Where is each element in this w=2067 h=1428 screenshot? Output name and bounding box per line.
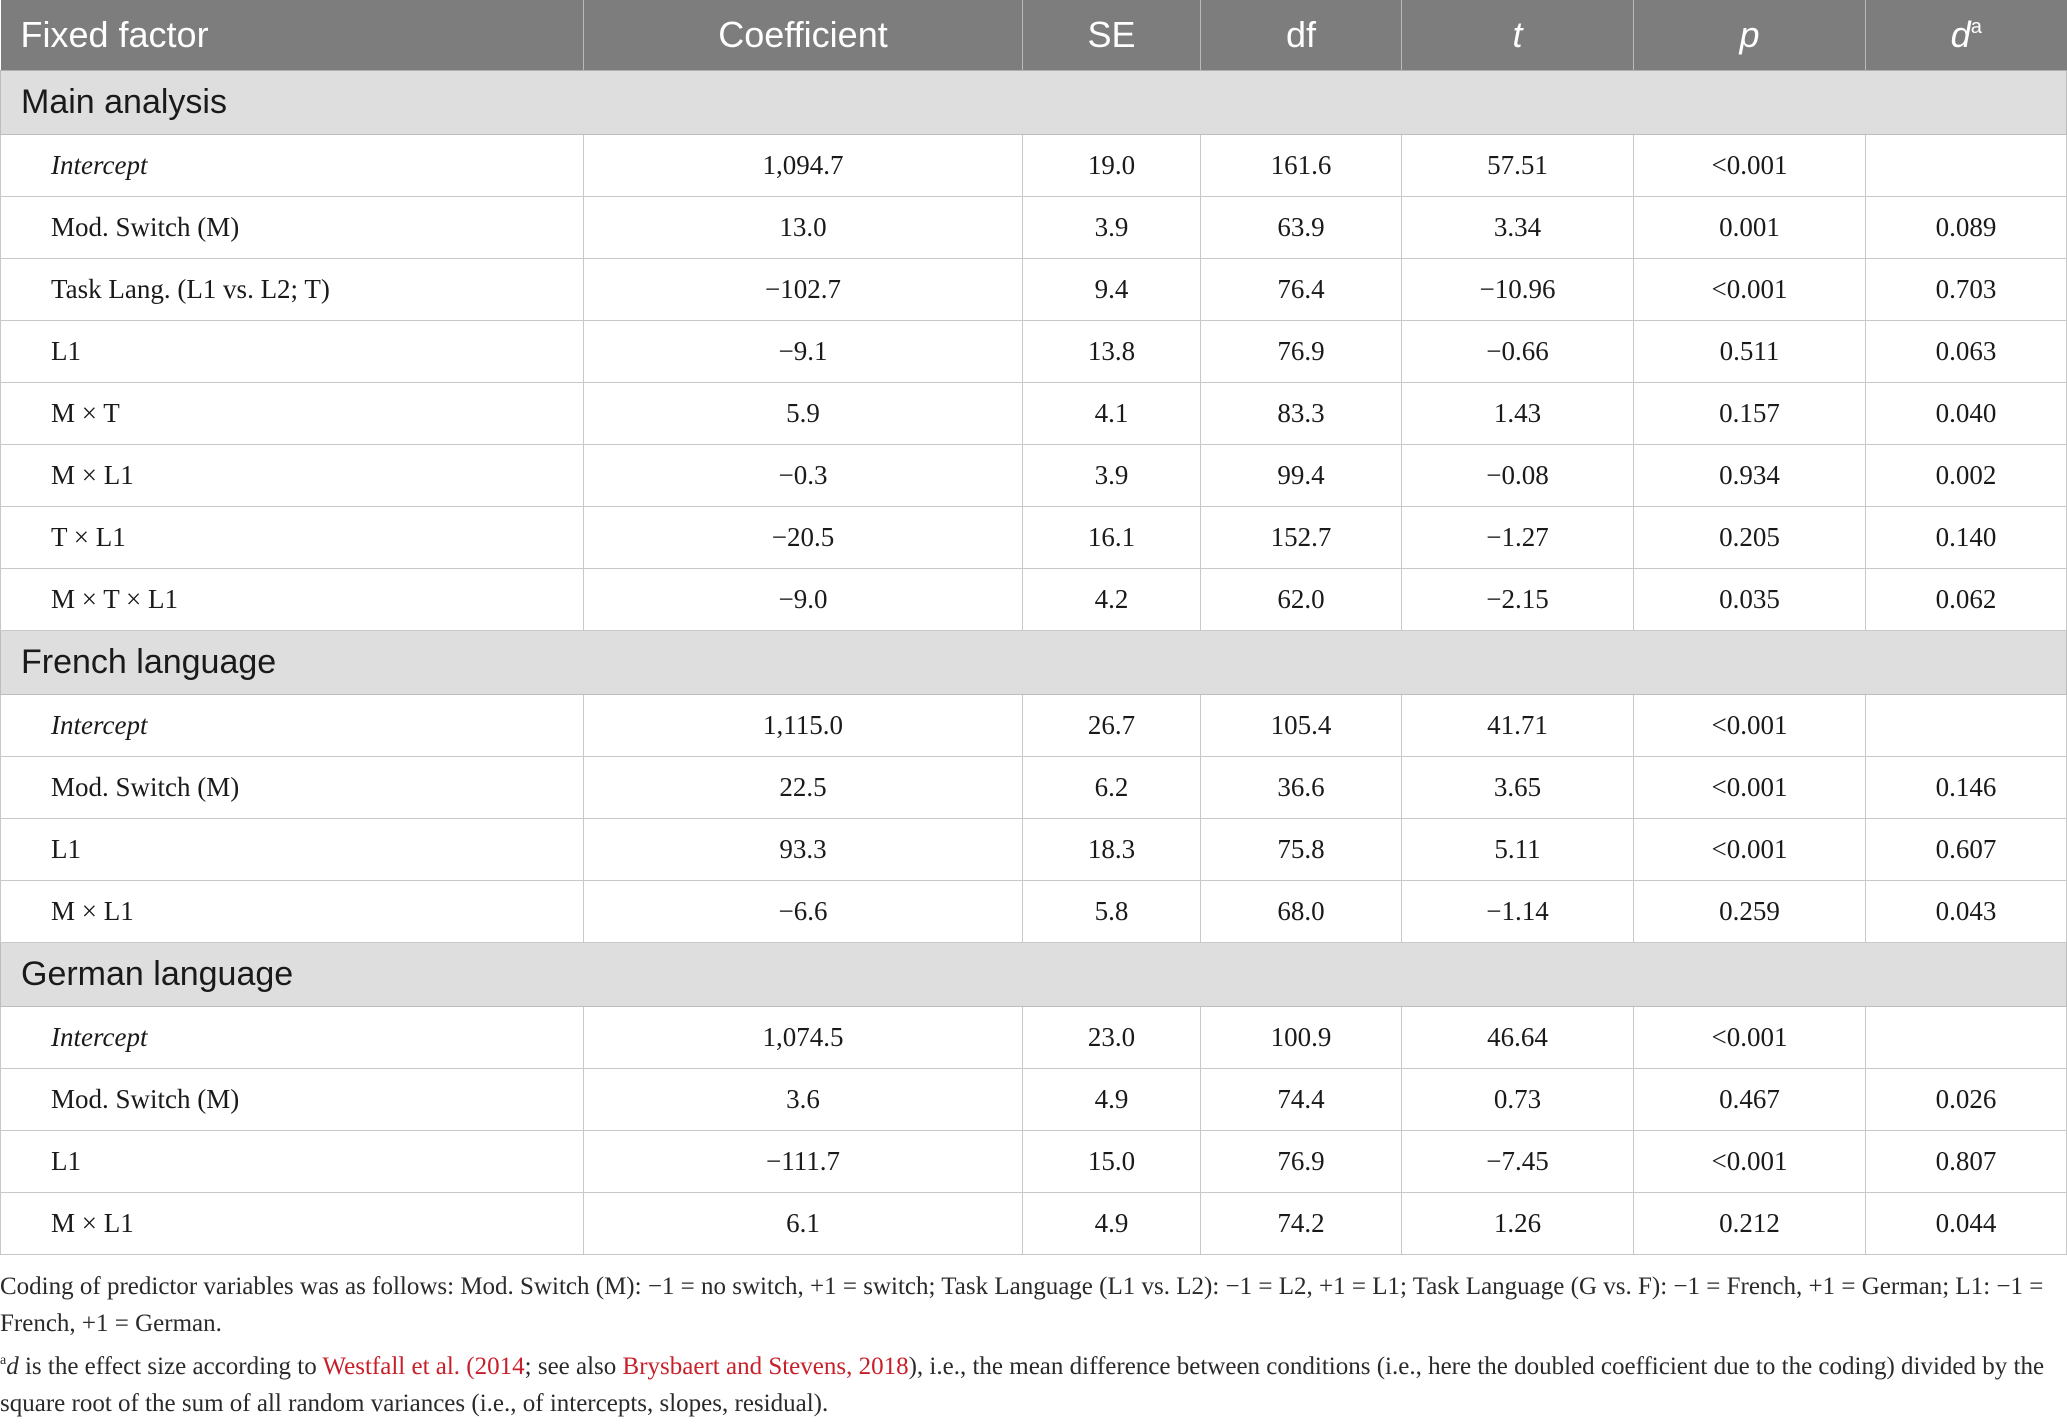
p-cell: 0.934 <box>1634 445 1866 507</box>
fixed-factor-cell: L1 <box>1 1131 584 1193</box>
fixed-factor-cell: L1 <box>1 321 584 383</box>
coefficient-cell: −20.5 <box>584 507 1023 569</box>
fixed-factor-cell: T × L1 <box>1 507 584 569</box>
table-row <box>1 383 2067 445</box>
t-cell: −0.66 <box>1402 321 1634 383</box>
table-row <box>1 1131 2067 1193</box>
table-row <box>1 819 2067 881</box>
effect-size-cell: 0.703 <box>1866 259 2067 321</box>
t-cell: 46.64 <box>1402 1007 1634 1069</box>
table-row <box>1 445 2067 507</box>
table-row <box>1 1193 2067 1255</box>
reference-link-westfall[interactable]: Westfall et al. (2014 <box>322 1353 525 1380</box>
header-t-label: t <box>1512 14 1523 55</box>
fixed-factor-cell: M × L1 <box>1 1193 584 1255</box>
section-title: German language <box>1 943 2067 1007</box>
coefficient-cell: −9.1 <box>584 321 1023 383</box>
df-cell: 75.8 <box>1201 819 1402 881</box>
t-cell: 3.34 <box>1402 197 1634 259</box>
effect-size-cell: 0.044 <box>1866 1193 2067 1255</box>
t-cell: −0.08 <box>1402 445 1634 507</box>
table-body <box>1 71 2067 1255</box>
coefficient-cell: 6.1 <box>584 1193 1023 1255</box>
effect-size-cell: 0.140 <box>1866 507 2067 569</box>
fixed-factor-cell: Task Lang. (L1 vs. L2; T) <box>1 259 584 321</box>
effect-size-footnote <box>0 1342 2055 1422</box>
effect-size-cell: 0.043 <box>1866 881 2067 943</box>
table-row <box>1 881 2067 943</box>
se-cell: 26.7 <box>1023 695 1201 757</box>
fixed-factor-cell: Mod. Switch (M) <box>1 1069 584 1131</box>
se-cell: 16.1 <box>1023 507 1201 569</box>
p-cell: <0.001 <box>1634 695 1866 757</box>
df-cell: 83.3 <box>1201 383 1402 445</box>
t-cell: −1.27 <box>1402 507 1634 569</box>
se-cell: 4.9 <box>1023 1193 1201 1255</box>
effect-size-cell: 0.063 <box>1866 321 2067 383</box>
table-header <box>1 0 2067 71</box>
effect-size-cell: 0.607 <box>1866 819 2067 881</box>
se-cell: 4.9 <box>1023 1069 1201 1131</box>
effect-size-cell: 0.062 <box>1866 569 2067 631</box>
df-cell: 99.4 <box>1201 445 1402 507</box>
p-cell: 0.212 <box>1634 1193 1866 1255</box>
se-cell: 4.2 <box>1023 569 1201 631</box>
table-row <box>1 321 2067 383</box>
section-header-row <box>1 631 2067 695</box>
fixed-factor-cell: Mod. Switch (M) <box>1 197 584 259</box>
table-row <box>1 1007 2067 1069</box>
p-cell: <0.001 <box>1634 757 1866 819</box>
t-cell: 3.65 <box>1402 757 1634 819</box>
coefficient-cell: 22.5 <box>584 757 1023 819</box>
se-cell: 15.0 <box>1023 1131 1201 1193</box>
p-cell: 0.001 <box>1634 197 1866 259</box>
effect-size-cell <box>1866 1007 2067 1069</box>
table-row <box>1 569 2067 631</box>
se-cell: 18.3 <box>1023 819 1201 881</box>
header-fixed-factor: Fixed factor <box>1 0 584 71</box>
fixed-factor-cell: Mod. Switch (M) <box>1 757 584 819</box>
p-cell: <0.001 <box>1634 1007 1866 1069</box>
coefficient-cell: −9.0 <box>584 569 1023 631</box>
footnote-text-3: ), i.e., the mean difference between conditions (i.e., here the doubled coefficient due to the coding) divided by the square root of the sum of all random variances (i.e., of intercepts, slopes, residual). <box>0 1353 2045 1417</box>
t-cell: −2.15 <box>1402 569 1634 631</box>
t-cell: 1.43 <box>1402 383 1634 445</box>
table-row <box>1 259 2067 321</box>
df-cell: 74.2 <box>1201 1193 1402 1255</box>
t-cell: 57.51 <box>1402 135 1634 197</box>
t-cell: 0.73 <box>1402 1069 1634 1131</box>
df-cell: 62.0 <box>1201 569 1402 631</box>
df-cell: 76.9 <box>1201 1131 1402 1193</box>
section-header-row <box>1 943 2067 1007</box>
fixed-factor-cell: M × L1 <box>1 881 584 943</box>
se-cell: 6.2 <box>1023 757 1201 819</box>
se-cell: 3.9 <box>1023 197 1201 259</box>
header-df: df <box>1201 0 1402 71</box>
coefficient-cell: 5.9 <box>584 383 1023 445</box>
table-row <box>1 695 2067 757</box>
fixed-factor-cell: M × T × L1 <box>1 569 584 631</box>
header-coefficient: Coefficient <box>584 0 1023 71</box>
effect-size-cell: 0.807 <box>1866 1131 2067 1193</box>
coefficient-cell: 3.6 <box>584 1069 1023 1131</box>
df-cell: 74.4 <box>1201 1069 1402 1131</box>
fixed-factor-cell: L1 <box>1 819 584 881</box>
df-cell: 76.4 <box>1201 259 1402 321</box>
p-cell: <0.001 <box>1634 1131 1866 1193</box>
header-d-label: d <box>1950 14 1971 55</box>
header-se: SE <box>1023 0 1201 71</box>
t-cell: −10.96 <box>1402 259 1634 321</box>
footnote-text-2: ; see also <box>524 1353 623 1380</box>
fixed-factor-cell: Intercept <box>1 695 584 757</box>
df-cell: 152.7 <box>1201 507 1402 569</box>
p-cell: 0.035 <box>1634 569 1866 631</box>
df-cell: 105.4 <box>1201 695 1402 757</box>
table-row <box>1 135 2067 197</box>
footnote-text-1: is the effect size according to <box>18 1353 323 1380</box>
effect-size-cell: 0.040 <box>1866 383 2067 445</box>
header-p <box>1634 0 1866 71</box>
t-cell: −7.45 <box>1402 1131 1634 1193</box>
se-cell: 4.1 <box>1023 383 1201 445</box>
df-cell: 161.6 <box>1201 135 1402 197</box>
table-row <box>1 507 2067 569</box>
header-d <box>1866 0 2067 71</box>
effect-size-cell: 0.089 <box>1866 197 2067 259</box>
t-cell: 1.26 <box>1402 1193 1634 1255</box>
effect-size-cell: 0.026 <box>1866 1069 2067 1131</box>
header-d-superscript: a <box>1970 16 1982 38</box>
coding-note: Coding of predictor variables was as follows: Mod. Switch (M): −1 = no switch, +1 = switch; Task Language (L1 vs. L2): −1 = L2, +1 = L1; Task Language (G vs. F): −1 = French, +1 = German; L1: −1 = French, +1 = German. <box>0 1273 2044 1337</box>
footnote-d: d <box>6 1353 19 1380</box>
effect-size-cell <box>1866 695 2067 757</box>
coefficient-cell: 13.0 <box>584 197 1023 259</box>
effect-size-cell <box>1866 135 2067 197</box>
df-cell: 36.6 <box>1201 757 1402 819</box>
coefficient-cell: −0.3 <box>584 445 1023 507</box>
p-cell: 0.259 <box>1634 881 1866 943</box>
coefficient-cell: −102.7 <box>584 259 1023 321</box>
t-cell: 41.71 <box>1402 695 1634 757</box>
t-cell: −1.14 <box>1402 881 1634 943</box>
df-cell: 76.9 <box>1201 321 1402 383</box>
table-row <box>1 757 2067 819</box>
section-header-row <box>1 71 2067 135</box>
header-p-label: p <box>1739 14 1760 55</box>
p-cell: 0.157 <box>1634 383 1866 445</box>
fixed-factor-cell: Intercept <box>1 135 584 197</box>
reference-link-brysbaert[interactable]: Brysbaert and Stevens, 2018 <box>622 1353 909 1380</box>
table-row <box>1 1069 2067 1131</box>
p-cell: 0.511 <box>1634 321 1866 383</box>
df-cell: 68.0 <box>1201 881 1402 943</box>
effect-size-cell: 0.002 <box>1866 445 2067 507</box>
df-cell: 63.9 <box>1201 197 1402 259</box>
coefficient-cell: −6.6 <box>584 881 1023 943</box>
coefficient-cell: 1,094.7 <box>584 135 1023 197</box>
table-row <box>1 197 2067 259</box>
se-cell: 19.0 <box>1023 135 1201 197</box>
coefficient-cell: 1,115.0 <box>584 695 1023 757</box>
fixed-factor-cell: M × T <box>1 383 584 445</box>
se-cell: 9.4 <box>1023 259 1201 321</box>
coefficient-cell: −111.7 <box>584 1131 1023 1193</box>
section-title: French language <box>1 631 2067 695</box>
p-cell: <0.001 <box>1634 259 1866 321</box>
se-cell: 3.9 <box>1023 445 1201 507</box>
se-cell: 13.8 <box>1023 321 1201 383</box>
p-cell: <0.001 <box>1634 819 1866 881</box>
p-cell: <0.001 <box>1634 135 1866 197</box>
se-cell: 23.0 <box>1023 1007 1201 1069</box>
coefficient-cell: 1,074.5 <box>584 1007 1023 1069</box>
p-cell: 0.205 <box>1634 507 1866 569</box>
section-title: Main analysis <box>1 71 2067 135</box>
p-cell: 0.467 <box>1634 1069 1866 1131</box>
footnote-mark: a <box>0 1353 7 1368</box>
coefficient-cell: 93.3 <box>584 819 1023 881</box>
header-t <box>1402 0 1634 71</box>
df-cell: 100.9 <box>1201 1007 1402 1069</box>
table-notes <box>0 1268 2055 1422</box>
t-cell: 5.11 <box>1402 819 1634 881</box>
fixed-factor-cell: M × L1 <box>1 445 584 507</box>
fixed-factor-cell: Intercept <box>1 1007 584 1069</box>
se-cell: 5.8 <box>1023 881 1201 943</box>
effect-size-cell: 0.146 <box>1866 757 2067 819</box>
